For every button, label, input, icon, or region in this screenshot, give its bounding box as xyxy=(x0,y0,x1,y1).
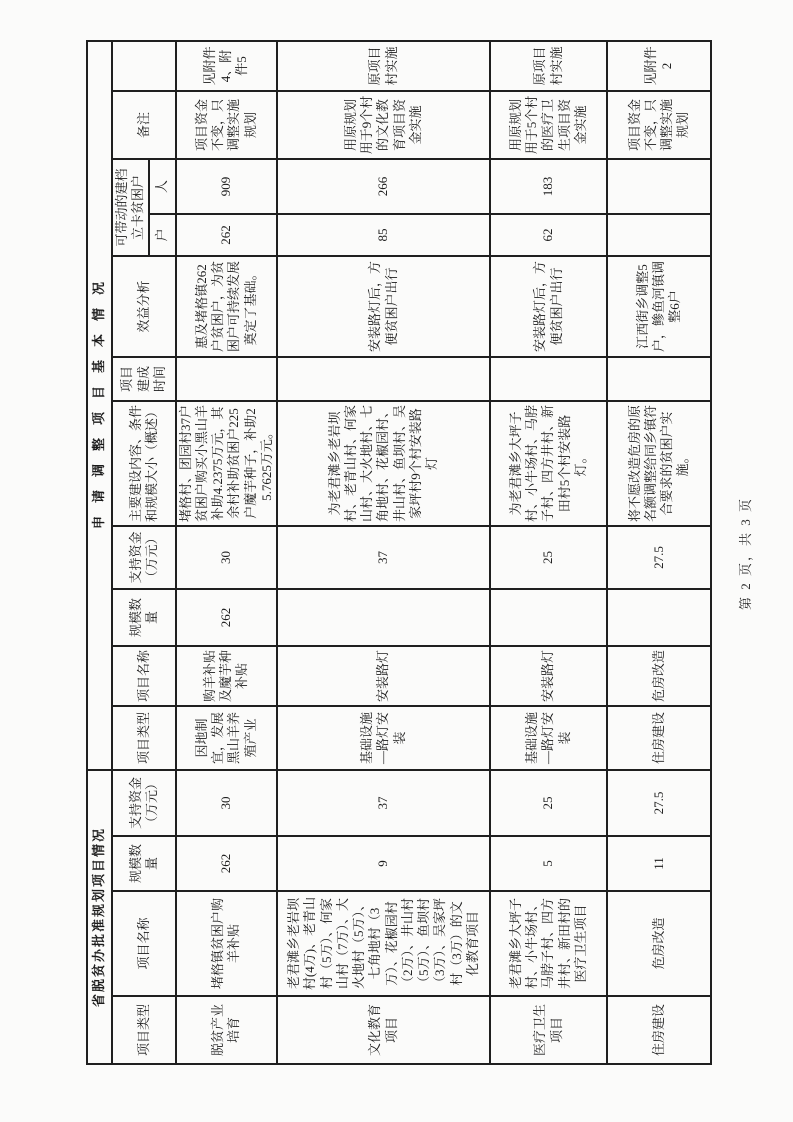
header-project-name-left: 项目名称 xyxy=(112,891,176,996)
r4-completion-time xyxy=(607,357,711,401)
r2-remark: 用原规划用于9个村的文化教育项目资金实施 xyxy=(277,91,490,159)
r1-main-content: 堵格村、团园村37户贫困户购买小黑山羊补助4.2375万元，其余村补助贫困户225户魔芋种子，补助25.7625万元。 xyxy=(176,401,278,526)
r3-type-right: 基础设施—路灯安装 xyxy=(490,706,607,770)
r2-type-right: 基础设施—路灯安装 xyxy=(277,706,490,770)
r4-attachment: 见附件2 xyxy=(607,41,711,91)
r2-scale-left: 9 xyxy=(277,836,490,891)
r3-completion-time xyxy=(490,357,607,401)
project-adjustment-table xyxy=(86,40,712,1065)
r4-name-right: 危房改造 xyxy=(607,646,711,706)
r1-scale-left: 262 xyxy=(176,836,278,891)
r1-benefit: 惠及堵格镇262户贫困户，为贫困户可持续发展奠定了基础。 xyxy=(176,256,278,357)
r4-scale-right xyxy=(607,589,711,646)
header-project-type-right: 项目类型 xyxy=(112,706,176,770)
right-table-title: 申请调整项目基本情况 xyxy=(87,41,112,770)
r1-households: 262 xyxy=(176,214,278,256)
table-row xyxy=(607,41,711,1064)
r4-scale-left: 11 xyxy=(607,836,711,891)
r2-households: 85 xyxy=(277,214,490,256)
page-number: 第 2 页，共 3 页 xyxy=(738,496,753,610)
r1-people: 909 xyxy=(176,159,278,214)
r1-completion-time xyxy=(176,357,278,401)
r3-fund-right: 25 xyxy=(490,526,607,589)
r4-type-right: 住房建设 xyxy=(607,706,711,770)
header-main-content: 主要建设内容、条件和规模大小（概述） xyxy=(112,401,176,526)
r3-fund-left: 25 xyxy=(490,770,607,836)
r3-scale-right xyxy=(490,589,607,646)
header-people: 人 xyxy=(149,159,176,214)
r4-benefit: 江西街乡调整5户，鲹鱼河镇调整6户 xyxy=(607,256,711,357)
r1-name-right: 购羊补贴及魔芋种补贴 xyxy=(176,646,278,706)
r1-name-left: 堵格镇贫困户购羊补贴 xyxy=(176,891,278,996)
r2-type-left: 文化教育项目 xyxy=(277,996,490,1064)
r3-main-content: 为老君滩乡大坪子村、小牛场村、马脖子村、四方井村、新田村5个村安装路灯。 xyxy=(490,401,607,526)
r3-name-left: 老君滩乡大坪子村、小牛场村、马脖子村、四方井村、新田村的医疗卫生项目 xyxy=(490,891,607,996)
r1-scale-right: 262 xyxy=(176,589,278,646)
r4-fund-right: 27.5 xyxy=(607,526,711,589)
r1-remark: 项目资金不变，只调整实施规划 xyxy=(176,91,278,159)
header-remark: 备注 xyxy=(112,91,176,159)
r2-completion-time xyxy=(277,357,490,401)
r3-type-left: 医疗卫生项目 xyxy=(490,996,607,1064)
r3-benefit: 安装路灯后，方便贫困户出行 xyxy=(490,256,607,357)
r4-fund-left: 27.5 xyxy=(607,770,711,836)
header-completion-time: 项目建成时间 xyxy=(112,357,176,401)
r1-type-left: 脱贫产业培育 xyxy=(176,996,278,1064)
r4-type-left: 住房建设 xyxy=(607,996,711,1064)
table-row xyxy=(277,41,490,1064)
header-project-name-right: 项目名称 xyxy=(112,646,176,706)
r3-name-right: 安装路灯 xyxy=(490,646,607,706)
header-project-type-left: 项目类型 xyxy=(112,996,176,1064)
r2-people: 266 xyxy=(277,159,490,214)
r2-fund-right: 37 xyxy=(277,526,490,589)
r3-remark: 用原规划用于5个村的医疗卫生项目资金实施 xyxy=(490,91,607,159)
left-table-title: 省脱贫办批准规划项目情况 xyxy=(87,770,112,1064)
r2-name-left: 老君滩乡老岩坝村(4万)、老青山村（5万）、何家山村（7万）、大火地村（5万）、七角地村（3万）、花椒园村（2万）、井山村（5万）、鱼坝村（3万）、吴家坪村（3万）的文化教育项目 xyxy=(277,891,490,996)
header-scale-right: 规模数量 xyxy=(112,589,176,646)
r4-households xyxy=(607,214,711,256)
r2-benefit: 安装路灯后，方便贫困户出行 xyxy=(277,256,490,357)
r4-remark: 项目资金不变，只调整实施规划 xyxy=(607,91,711,159)
r1-fund-left: 30 xyxy=(176,770,278,836)
header-fund-left: 支持资金（万元） xyxy=(112,770,176,836)
r4-name-left: 危房改造 xyxy=(607,891,711,996)
r1-attachment: 见附件4、附件5 xyxy=(176,41,278,91)
r3-households: 62 xyxy=(490,214,607,256)
r1-type-right: 因地制宜，发展黑山羊养殖产业 xyxy=(176,706,278,770)
header-households: 户 xyxy=(149,214,176,256)
r2-scale-right xyxy=(277,589,490,646)
r4-main-content: 将不愿改造危房的原名额调整给同乡镇符合要求的贫困户实施。 xyxy=(607,401,711,526)
r3-attachment: 原项目村实施 xyxy=(490,41,607,91)
table-row xyxy=(490,41,607,1064)
r2-main-content: 为老君滩乡老岩坝村、老青山村、何家山村、大火地村、七角地村、花椒园村、井山村、鱼坝村、吴家坪村9个村安装路灯 xyxy=(277,401,490,526)
header-benefit-analysis: 效益分析 xyxy=(112,256,176,357)
r2-fund-left: 37 xyxy=(277,770,490,836)
header-poor-households-group: 可带动的建档立卡贫困户 xyxy=(112,159,149,256)
r4-people xyxy=(607,159,711,214)
table-row xyxy=(176,41,278,1064)
r3-people: 183 xyxy=(490,159,607,214)
header-scale-left: 规模数量 xyxy=(112,836,176,891)
r2-name-right: 安装路灯 xyxy=(277,646,490,706)
header-fund-right: 支持资金（万元） xyxy=(112,526,176,589)
r2-attachment: 原项目村实施 xyxy=(277,41,490,91)
header-attachment xyxy=(112,41,176,91)
r3-scale-left: 5 xyxy=(490,836,607,891)
r1-fund-right: 30 xyxy=(176,526,278,589)
